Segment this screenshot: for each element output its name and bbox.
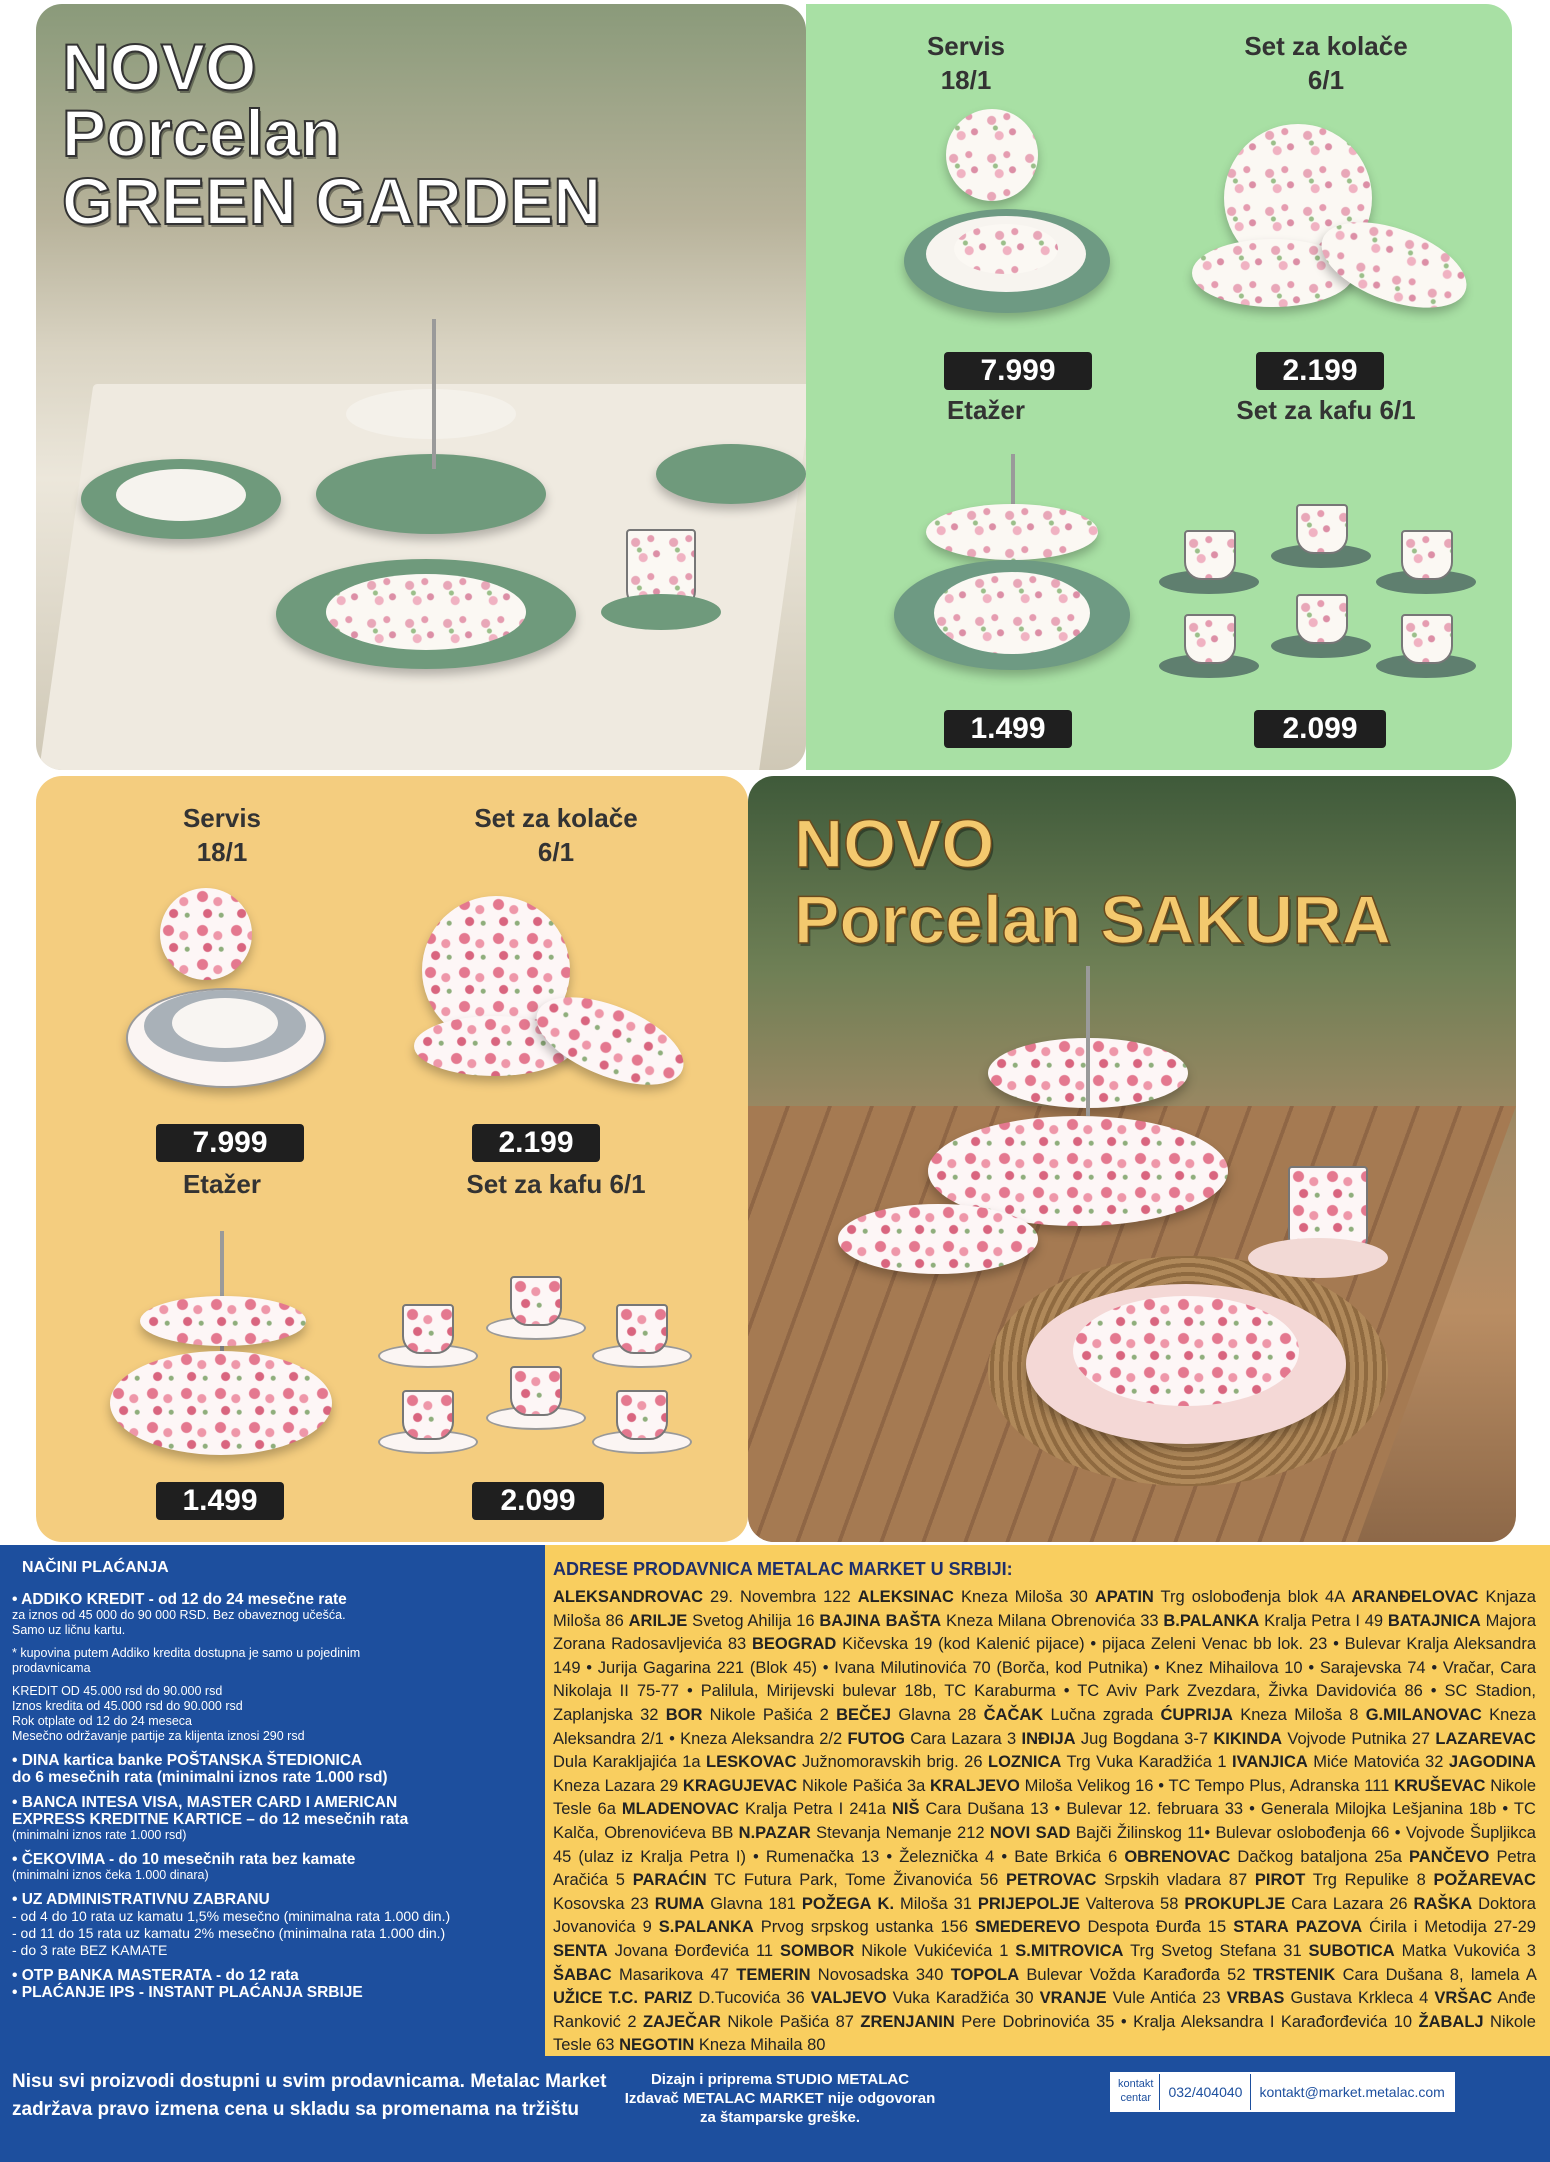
sakura-headline-1: NOVO [794, 806, 995, 882]
payment-line [12, 1676, 545, 1684]
cup-icon [402, 1390, 454, 1440]
price-tag: 1.499 [944, 710, 1072, 748]
payment-line: - do 3 rate BEZ KAMATE [12, 1942, 168, 1958]
price-tag: 7.999 [944, 352, 1092, 390]
green-headline-2: Porcelan [62, 96, 341, 170]
contact-phone[interactable]: 032/404040 [1159, 2074, 1250, 2110]
payment-title: NAČINI PLAĆANJA [22, 1559, 169, 1576]
payment-line: za iznos od 45 000 do 90 000 RSD. Bez obaveznog učešća. [12, 1608, 346, 1622]
sakura-headline-2: Porcelan SAKURA [794, 882, 1392, 958]
price-tag: 2.199 [1256, 352, 1384, 390]
payment-line [12, 1959, 545, 1967]
product-name: Set za kolače [474, 803, 638, 833]
product-name: Etažer [946, 395, 1026, 425]
payment-line: Iznos kredita od 45.000 rsd do 90.000 rsd [12, 1699, 243, 1713]
plate-icon [326, 574, 526, 650]
product-name: Set za kafu 6/1 [466, 1169, 646, 1199]
product-name: 18/1 [940, 65, 992, 95]
payment-line: (minimalni iznos čeka 1.000 dinara) [12, 1868, 209, 1882]
contact-label-line: kontakt [1118, 2078, 1154, 2090]
cup-icon [1296, 504, 1348, 554]
plate-icon [838, 1204, 1038, 1274]
cup-icon [1296, 594, 1348, 644]
product-name: Etažer [182, 1169, 262, 1199]
saucer-icon [601, 594, 721, 630]
product-name: 6/1 [537, 837, 575, 867]
payment-line: Samo uz ličnu kartu. [12, 1623, 126, 1637]
green-garden-photo [36, 4, 806, 770]
payment-line: • ČEKOVIMA - do 10 mesečnih rata bez kamate [12, 1851, 356, 1868]
footer-publisher-line: Izdavač METALAC MARKET nije odgovoran [624, 2090, 936, 2107]
cup-icon [1184, 614, 1236, 664]
sakura-photo [748, 776, 1516, 1542]
payment-line: (minimalni iznos rate 1.000 rsd) [12, 1828, 187, 1842]
price-tag: 2.099 [1254, 710, 1386, 748]
payment-line [12, 1883, 545, 1891]
cup-icon [1401, 530, 1453, 580]
payment-line [12, 1744, 545, 1752]
sakura-products [36, 776, 748, 1542]
payment-line: • UZ ADMINISTRATIVNU ZABRANU [12, 1891, 270, 1908]
payment-methods [0, 1545, 545, 2056]
plate-icon [946, 109, 1038, 201]
payment-line: prodavnicama [12, 1661, 91, 1675]
plate-icon [656, 444, 806, 504]
saucer-icon [1248, 1238, 1388, 1278]
cake-stand-icon [110, 1351, 332, 1455]
contact-email[interactable]: kontakt@market.metalac.com [1250, 2074, 1452, 2110]
product-name: Set za kafu 6/1 [1236, 395, 1416, 425]
payment-line [12, 1786, 545, 1794]
product-name: 18/1 [196, 837, 248, 867]
addresses-title: ADRESE PRODAVNICA METALAC MARKET U SRBIJI: [553, 1559, 1013, 1579]
payment-line: • BANCA INTESA VISA, MASTER CARD I AMERICAN [12, 1794, 398, 1811]
footer-publisher-line: za štamparske greške. [699, 2109, 861, 2126]
payment-line: EXPRESS KREDITNE KARTICE – do 12 mesečnih rata [12, 1811, 409, 1828]
plate-icon [172, 998, 278, 1048]
price-tag: 2.199 [472, 1124, 600, 1162]
contact-label-line: centar [1120, 2092, 1152, 2104]
green-headline-3: GREEN GARDEN [62, 164, 602, 238]
plate-icon [954, 224, 1058, 274]
green-headline-1: NOVO [62, 30, 257, 104]
price-tag: 2.099 [472, 1482, 604, 1520]
cup-icon [510, 1366, 562, 1416]
cup-icon [616, 1390, 668, 1440]
cake-stand-icon [140, 1296, 306, 1346]
price-tag: 1.499 [156, 1482, 284, 1520]
payment-line: do 6 mesečnih rata (minimalni iznos rate 1.000 rsd) [12, 1769, 388, 1786]
payment-lines [12, 1591, 545, 2001]
payment-line: • ADDIKO KREDIT - od 12 do 24 mesečne rate [12, 1591, 347, 1608]
footer-disclaimer-line: Nisu svi proizvodi dostupni u svim prodavnicama. Metalac Market [12, 2071, 607, 2092]
plate-icon [116, 469, 246, 521]
contact-box [1110, 2072, 1455, 2112]
product-name: Servis [182, 803, 262, 833]
cake-stand-icon [934, 572, 1090, 654]
payment-line: KREDIT OD 45.000 rsd do 90.000 rsd [12, 1684, 223, 1698]
footer-disclaimer [12, 2068, 606, 2124]
payment-line: Mesečno održavanje partije za klijenta iznosi 290 rsd [12, 1729, 305, 1743]
payment-line: - od 4 do 10 rata uz kamatu 1,5% mesečno (minimalna rata 1.000 din.) [12, 1908, 451, 1924]
cake-stand-icon [926, 504, 1098, 560]
green-garden-products [806, 4, 1512, 770]
payment-line: • DINA kartica banke POŠTANSKA ŠTEDIONICA [12, 1752, 363, 1769]
footer-publisher-line: Dizajn i priprema STUDIO METALAC [650, 2071, 910, 2088]
footer [0, 2056, 1550, 2162]
product-name: Servis [926, 31, 1006, 61]
cup-icon [616, 1304, 668, 1354]
addresses-text: ALEKSANDROVAC 29. Novembra 122 ALEKSINAC Kneza Miloša 30 APATIN Trg oslobođenja blok 4A ARANĐELOVAC Knjaza Miloša 86 ARILJE Svetog Ahilija 16 BAJINA BAŠTA Kneza Milana Obrenovića 33 B.PALANKA Kralja Petra I 49 BATAJNICA Majora Zorana Radosavljevića 83 BEOGRAD Kičevska 19 (kod Kalenić pijace) • pijaca Zeleni Venac bb lok. 23 • Bulevar Kralja Aleksandra 149 • Jurija Gagarina 221 (Blok 45) • Ivana Milutinovića 70 (Borča, kod Putnika) • Knez Mihailova 10 • Sarajevska 74 • Vračar, Cara Nikolaja II 75-77 • Palilula, Mirijevski bulevar 18b, TC Karaburma • TC Aviv Park Zvezdara, Živka Davidovića 86 • SC Stadion, Zaplanjska 32 BOR Nikole Pašića 2 BEČEJ Glavna 28 ČAČAK Lučna zgrada ĆUPRIJA Kneza Miloša 8 G.MILANOVAC Kneza Aleksandra 2/1 • Kneza Aleksandra 2/2 FUTOG Cara Lazara 3 INĐIJA Jug Bogdana 3-7 KIKINDA Vojvode Putnika 27 LAZAREVAC Dula Karakljajića 1a LESKOVAC Južnomoravskih brig. 26 LOZNICA Trg Vuka Karadžića 1 IVANJICA Miće Matovića 32 JAGODINA Kneza Lazara 29 KRAGUJEVAC Nikole Pašića 3a KRALJEVO Miloša Velikog 16 • TC Tempo Plus, Adranska 111 KRUŠEVAC Nikole Tesle 6a MLADENOVAC Kralja Petra I 241a NIŠ Cara Dušana 13 • Bulevar 12. februara 33 • Generala Milojka Lešjanina 18b • TC Kalča, Obrenovićeva BB N.PAZAR Stevanja Nemanje 212 NOVI SAD Bajči Žilinskog 11• Bulevar oslobođenja 66 • Vojvode Šupljikca 45 (ulaz iz Kralja Petra I) • Rumenačka 13 • Železnička 4 • Bate Brkića 6 OBRENOVAC Dačkog bataljona 25a PANČEVO Petra Aračića 5 PARAĆIN TC Futura Park, Tome Živanovića 56 PETROVAC Srpskih vladara 87 PIROT Trg Repulike 8 POŽAREVAC Kosovska 23 RUMA Glavna 181 POŽEGA K. Miloša 31 PRIJEPOLJE Valterova 58 PROKUPLJE Cara Lazara 26 RAŠKA Doktora Jovanovića 9 S.PALANKA Prvog srpskog ustanka 156 SMEDEREVO Despota Đurđa 15 STARA PAZOVA Ćirila i Metodija 27-29 SENTA Jovana Đorđevića 11 SOMBOR Nikole Vukićevića 1 S.MITROVICA Trg Svetog Stefana 31 SUBOTICA Matka Vukovića 3 ŠABAC Masarikova 47 TEMERIN Novosadska 340 TOPOLA Bulevar Vožda Karađorđa 52 TRSTENIK Cara Dušana 8, lamela A UŽICE T.C. PARIZ D.Tucovića 36 VALJEVO Vuka Karadžića 30 VRANJE Vule Antića 23 VRBAS Gustava Krkleca 4 VRŠAC Anđe Ranković 2 ZAJEČAR Nikole Pašića 87 ZRENJANIN Pere Dobrinovića 35 • Kralja Aleksandra I Karađorđevića 10 ŽABALJ Nikole Tesle 63 NEGOTIN Kneza Mihaila 80 [553, 1588, 1537, 2055]
cup-icon [1401, 614, 1453, 664]
product-name: 6/1 [1307, 65, 1345, 95]
payment-line: * kupovina putem Addiko kredita dostupna je samo u pojedinim [12, 1646, 361, 1660]
price-tag: 7.999 [156, 1124, 304, 1162]
cup-icon [402, 1304, 454, 1354]
payment-line: • PLAĆANJE IPS - INSTANT PLAĆANJA SRBIJE [12, 1984, 363, 2001]
payment-line: Rok otplate od 12 do 24 meseca [12, 1714, 192, 1728]
plate-icon [160, 888, 252, 980]
cake-stand-icon [316, 454, 546, 534]
cup-icon [510, 1276, 562, 1326]
contact-label [1112, 2074, 1159, 2110]
payment-line [12, 1843, 545, 1851]
payment-line [12, 1638, 545, 1646]
plate-icon [1073, 1296, 1299, 1406]
footer-disclaimer-line: zadržava pravo izmena cena u skladu sa promenama na tržištu [12, 2099, 580, 2120]
footer-publisher [600, 2070, 960, 2127]
store-addresses [545, 1545, 1550, 2056]
payment-line: • OTP BANKA MASTERATA - do 12 rata [12, 1967, 299, 1984]
payment-line: - od 11 do 15 rata uz kamatu 2% mesečno (minimalna rata 1.000 din.) [12, 1925, 446, 1941]
product-name: Set za kolače [1244, 31, 1408, 61]
cup-icon [1184, 530, 1236, 580]
cake-stand-icon [346, 389, 516, 439]
